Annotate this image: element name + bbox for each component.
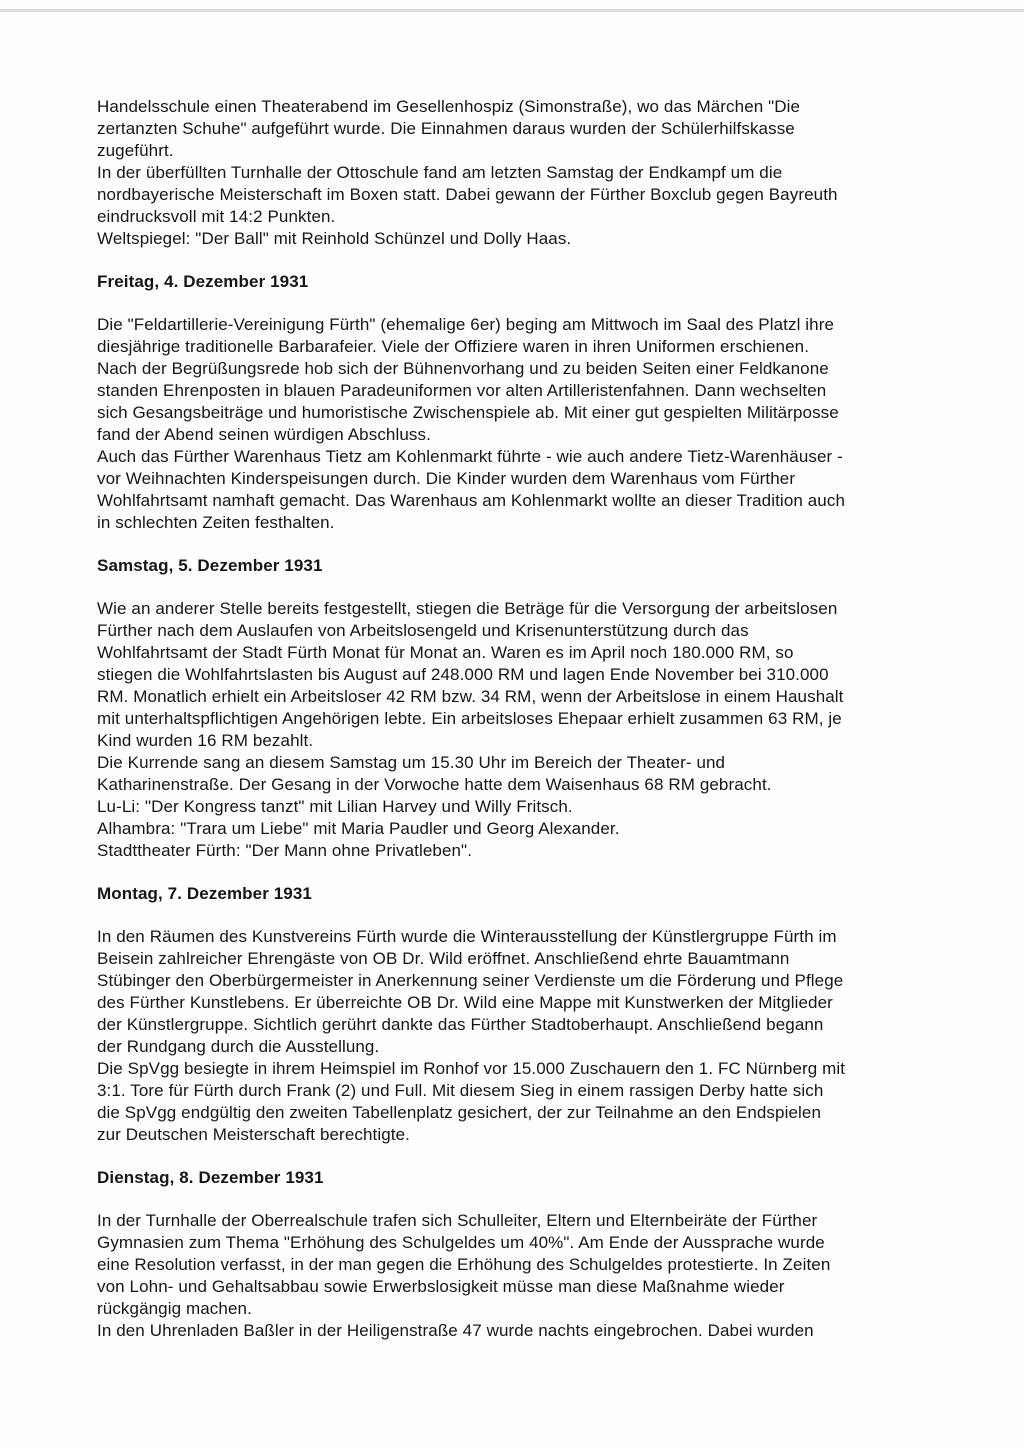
- scan-artifact-line: [0, 9, 1024, 12]
- text-line: die SpVgg endgültig den zweiten Tabellenplatz gesichert, der zur Teilnahme an den Endspielen: [97, 1103, 822, 1122]
- text-line: Wohlfahrtsamt der Stadt Fürth Monat für Monat an. Waren es im April noch 180.000 RM, so: [97, 643, 794, 662]
- text-line: der Rundgang durch die Ausstellung.: [97, 1037, 380, 1056]
- text-line: diesjährige traditionelle Barbarafeier. Viele der Offiziere waren in ihren Uniformen erschienen.: [97, 337, 810, 356]
- text-line: Handelsschule einen Theaterabend im Gesellenhospiz (Simonstraße), wo das Märchen "Die: [97, 97, 801, 116]
- text-line: zur Deutschen Meisterschaft berechtigte.: [97, 1125, 410, 1144]
- text-line: In der Turnhalle der Oberrealschule trafen sich Schulleiter, Eltern und Elternbeiräte der Fürther: [97, 1211, 818, 1230]
- text-line: In den Uhrenladen Baßler in der Heiligenstraße 47 wurde nachts eingebrochen. Dabei wurden: [97, 1321, 814, 1340]
- text-line: vor Weihnachten Kinderspeisungen durch. Die Kinder wurden dem Warenhaus vom Fürther: [97, 469, 796, 488]
- text-line: nordbayerische Meisterschaft im Boxen statt. Dabei gewann der Fürther Boxclub gegen Bayreuth: [97, 185, 838, 204]
- text-line: Stadttheater Fürth: "Der Mann ohne Privatleben".: [97, 841, 473, 860]
- text-line: 3:1. Tore für Fürth durch Frank (2) und Full. Mit diesem Sieg in einem rassigen Derby hatte sich: [97, 1081, 824, 1100]
- text-line: Lu-Li: "Der Kongress tanzt" mit Lilian Harvey und Willy Fritsch.: [97, 797, 573, 816]
- text-line: Stübinger den Oberbürgermeister in Anerkennung seiner Verdienste um die Förderung und Pflege: [97, 971, 844, 990]
- text-line: Gymnasien zum Thema "Erhöhung des Schulgeldes um 40%". Am Ende der Aussprache wurde: [97, 1233, 825, 1252]
- text-line: stiegen die Wohlfahrtslasten bis August auf 248.000 RM und lagen Ende November bei 310.000: [97, 665, 829, 684]
- text-line: in schlechten Zeiten festhalten.: [97, 513, 335, 532]
- date-heading: Dienstag, 8. Dezember 1931: [97, 1168, 324, 1187]
- date-heading: Samstag, 5. Dezember 1931: [97, 556, 323, 575]
- text-line: Weltspiegel: "Der Ball" mit Reinhold Schünzel und Dolly Haas.: [97, 229, 572, 248]
- text-line: eindrucksvoll mit 14:2 Punkten.: [97, 207, 336, 226]
- text-line: rückgängig machen.: [97, 1299, 252, 1318]
- text-line: Die Kurrende sang an diesem Samstag um 15.30 Uhr im Bereich der Theater- und: [97, 753, 726, 772]
- text-line: standen Ehrenposten in blauen Paradeuniformen vor alten Artilleristenfahnen. Dann wechselten: [97, 381, 827, 400]
- text-line: Die SpVgg besiegte in ihrem Heimspiel im Ronhof vor 15.000 Zuschauern den 1. FC Nürnberg mit: [97, 1059, 846, 1078]
- text-line: Nach der Begrüßungsrede hob sich der Bühnenvorhang und zu beiden Seiten einer Feldkanone: [97, 359, 829, 378]
- date-heading: Montag, 7. Dezember 1931: [97, 884, 312, 903]
- text-line: Wie an anderer Stelle bereits festgestellt, stiegen die Beträge für die Versorgung der arbeitslosen: [97, 599, 838, 618]
- paragraph: [97, 1210, 957, 1342]
- paragraph: [97, 598, 957, 862]
- text-line: Katharinenstraße. Der Gesang in der Vorwoche hatte dem Waisenhaus 68 RM gebracht.: [97, 775, 772, 794]
- paragraph: [97, 314, 957, 534]
- text-line: fand der Abend seinen würdigen Abschluss.: [97, 425, 431, 444]
- text-line: Fürther nach dem Auslaufen von Arbeitslosengeld und Krisenunterstützung durch das: [97, 621, 749, 640]
- text-line: eine Resolution verfasst, in der man gegen die Erhöhung des Schulgeldes protestierte. In Zeiten: [97, 1255, 831, 1274]
- paragraph: [97, 96, 957, 250]
- text-line: der Künstlergruppe. Sichtlich gerührt dankte das Fürther Stadtoberhaupt. Anschließend begann: [97, 1015, 824, 1034]
- text-line: Kind wurden 16 RM bezahlt.: [97, 731, 314, 750]
- text-line: Die "Feldartillerie-Vereinigung Fürth" (ehemalige 6er) beging am Mittwoch im Saal des Platzl ihre: [97, 315, 835, 334]
- date-heading: Freitag, 4. Dezember 1931: [97, 272, 309, 291]
- text-line: Wohlfahrtsamt namhaft gemacht. Das Warenhaus am Kohlenmarkt wollte an dieser Tradition auch: [97, 491, 846, 510]
- text-line: mit unterhaltspflichtigen Angehörigen lebte. Ein arbeitsloses Ehepaar erhielt zusammen 63 RM, je: [97, 709, 842, 728]
- text-line: Alhambra: "Trara um Liebe" mit Maria Paudler und Georg Alexander.: [97, 819, 620, 838]
- text-line: Beisein zahlreicher Ehrengäste von OB Dr. Wild eröffnet. Anschließend ehrte Bauamtmann: [97, 949, 790, 968]
- text-line: zugeführt.: [97, 141, 174, 160]
- text-line: sich Gesangsbeiträge und humoristische Zwischenspiele ab. Mit einer gut gespielten Militärposse: [97, 403, 839, 422]
- text-line: In den Räumen des Kunstvereins Fürth wurde die Winterausstellung der Künstlergruppe Fürth im: [97, 927, 837, 946]
- page-text: [97, 96, 957, 1342]
- text-line: RM. Monatlich erhielt ein Arbeitsloser 42 RM bzw. 34 RM, wenn der Arbeitslose in einem Haushalt: [97, 687, 844, 706]
- text-line: Auch das Fürther Warenhaus Tietz am Kohlenmarkt führte - wie auch andere Tietz-Warenhäuser -: [97, 447, 843, 466]
- text-line: zertanzten Schuhe" aufgeführt wurde. Die Einnahmen daraus wurden der Schülerhilfskasse: [97, 119, 795, 138]
- text-line: des Fürther Kunstlebens. Er überreichte OB Dr. Wild eine Mappe mit Kunstwerken der Mitglieder: [97, 993, 833, 1012]
- text-line: von Lohn- und Gehaltsabbau sowie Erwerbslosigkeit müsse man diese Maßnahme wieder: [97, 1277, 785, 1296]
- paragraph: [97, 926, 957, 1146]
- text-line: In der überfüllten Turnhalle der Ottoschule fand am letzten Samstag der Endkampf um die: [97, 163, 783, 182]
